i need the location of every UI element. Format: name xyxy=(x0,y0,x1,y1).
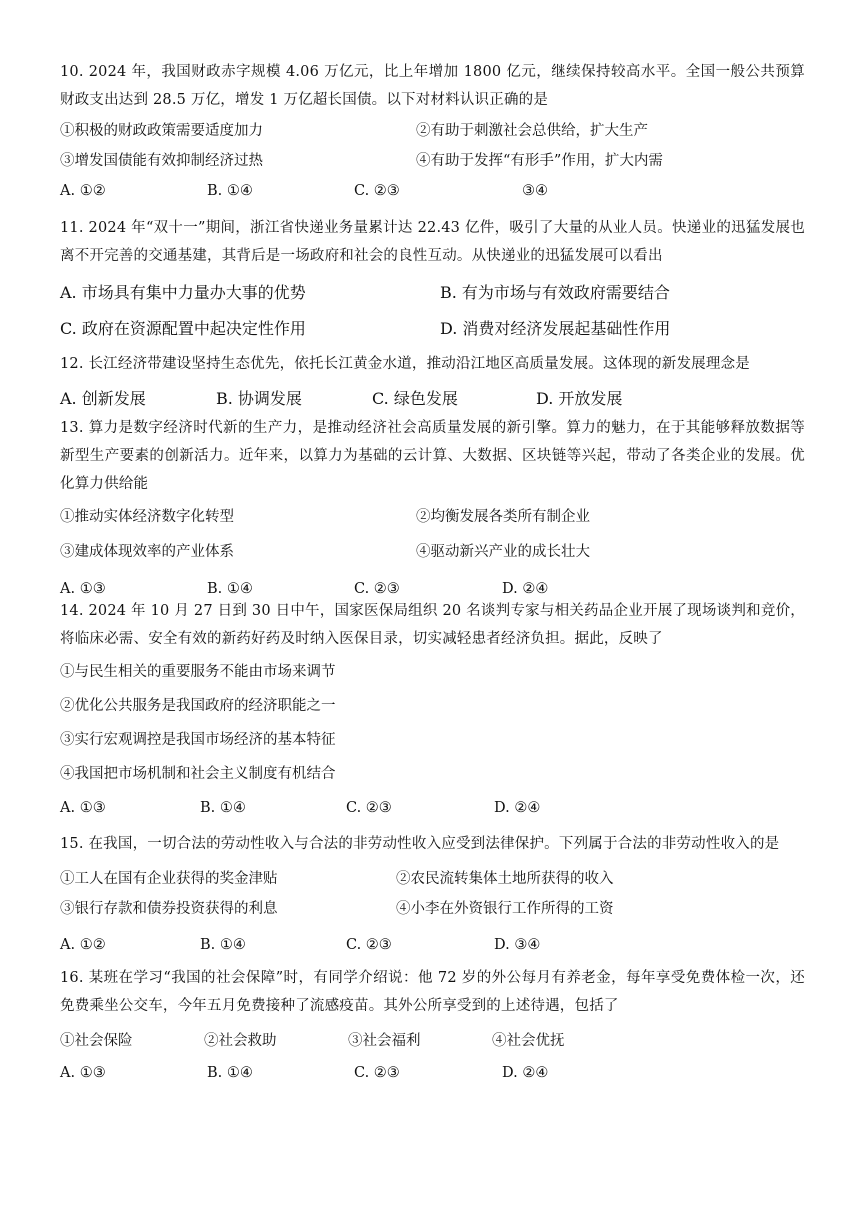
statement-row xyxy=(60,864,805,894)
option-d[interactable]: D. ③④ xyxy=(494,937,541,953)
statement: ②农民流转集体土地所获得的收入 xyxy=(396,871,614,887)
statement-row xyxy=(60,146,805,176)
option-a[interactable]: A. ①③ xyxy=(60,800,106,816)
statement: ②社会救助 xyxy=(204,1033,277,1049)
option-b[interactable]: B. ①④ xyxy=(200,800,246,816)
option-d[interactable]: D. 消费对经济发展起基础性作用 xyxy=(440,319,671,338)
statement: ③实行宏观调控是我国市场经济的基本特征 xyxy=(60,732,336,748)
statement: ②有助于刺激社会总供给，扩大生产 xyxy=(416,123,648,139)
question-13 xyxy=(60,414,805,604)
option-b[interactable]: B. ①④ xyxy=(207,581,253,597)
option-row xyxy=(60,793,805,823)
statement: ③增发国债能有效抑制经济过热 xyxy=(60,153,263,169)
question-stem: 14. 2024 年 10 月 27 日到 30 日中午，国家医保局组织 20 名谈判专家与相关药品企业开展了现场谈判和竞价，将临床必需、安全有效的新药好药及时纳入医保目录，切实减轻患者经济负担。据此，反映了 xyxy=(60,603,805,647)
statement: ③社会福利 xyxy=(348,1033,421,1049)
option-row xyxy=(60,930,805,960)
statement: ③银行存款和债券投资获得的利息 xyxy=(60,901,278,917)
option-d[interactable]: D. ②④ xyxy=(502,1065,549,1081)
option-a[interactable]: A. 市场具有集中力量办大事的优势 xyxy=(60,283,306,302)
statement: ④社会优抚 xyxy=(492,1033,565,1049)
statement-row xyxy=(60,894,805,924)
statement: ①工人在国有企业获得的奖金津贴 xyxy=(60,871,278,887)
question-stem: 11. 2024 年“双十一”期间，浙江省快递业务量累计达 22.43 亿件，吸引了大量的从业人员。快递业的迅猛发展也离不开完善的交通基建，其背后是一场政府和社会的良性互动。从快递业的迅猛发展可以看出 xyxy=(60,220,805,264)
option-a[interactable]: A. ①② xyxy=(60,937,106,953)
option-b[interactable]: B. 协调发展 xyxy=(216,389,302,408)
option-b[interactable]: B. ①④ xyxy=(207,1065,253,1081)
statement: ④小李在外资银行工作所得的工资 xyxy=(396,901,614,917)
statement: ①与民生相关的重要服务不能由市场来调节 xyxy=(60,664,336,680)
question-stem: 16. 某班在学习“我国的社会保障”时，有同学介绍说：他 72 岁的外公每月有养老金，每年享受免费体检一次，还免费乘坐公交车，今年五月免费接种了流感疫苗。其外公所享受到的上述待遇，包括了 xyxy=(60,970,805,1014)
option-row xyxy=(60,314,805,344)
option-row xyxy=(60,176,805,206)
option-d[interactable]: D. 开放发展 xyxy=(536,389,623,408)
question-stem: 10. 2024 年，我国财政赤字规模 4.06 万亿元，比上年增加 1800 亿元，继续保持较高水平。全国一般公共预算财政支出达到 28.5 万亿，增发 1 万亿超长国债。以下对材料认识正确的是 xyxy=(60,64,805,108)
option-a[interactable]: A. ①③ xyxy=(60,581,106,597)
statement-row xyxy=(60,537,805,567)
option-row xyxy=(60,1058,805,1088)
option-b[interactable]: B. ①④ xyxy=(200,937,246,953)
option-a[interactable]: A. ①③ xyxy=(60,1065,106,1081)
question-stem: 12. 长江经济带建设坚持生态优先，依托长江黄金水道，推动沿江地区高质量发展。这体现的新发展理念是 xyxy=(60,356,750,372)
question-stem: 15. 在我国，一切合法的劳动性收入与合法的非劳动性收入应受到法律保护。下列属于合法的非劳动性收入的是 xyxy=(60,836,780,852)
statement-row xyxy=(60,502,805,532)
option-c[interactable]: C. ②③ xyxy=(354,581,400,597)
statement: ①推动实体经济数字化转型 xyxy=(60,509,234,525)
option-c[interactable]: C. ②③ xyxy=(346,937,392,953)
statement: ④驱动新兴产业的成长壮大 xyxy=(416,544,590,560)
question-14 xyxy=(60,597,805,823)
option-c[interactable]: C. 绿色发展 xyxy=(372,389,458,408)
statement: ②优化公共服务是我国政府的经济职能之一 xyxy=(60,698,336,714)
question-15 xyxy=(60,830,805,960)
option-row xyxy=(60,278,805,308)
question-11 xyxy=(60,214,805,344)
option-c[interactable]: C. 政府在资源配置中起决定性作用 xyxy=(60,319,306,338)
option-c[interactable]: C. ②③ xyxy=(354,1065,400,1081)
statement: ②均衡发展各类所有制企业 xyxy=(416,509,590,525)
option-d[interactable]: D. ②④ xyxy=(502,581,549,597)
option-d[interactable]: D. ②④ xyxy=(494,800,541,816)
statement: ①社会保险 xyxy=(60,1033,133,1049)
statement: ①积极的财政政策需要适度加力 xyxy=(60,123,263,139)
question-16 xyxy=(60,964,805,1088)
statement: ③建成体现效率的产业体系 xyxy=(60,544,234,560)
option-b[interactable]: B. 有为市场与有效政府需要结合 xyxy=(440,283,670,302)
statement: ④我国把市场机制和社会主义制度有机结合 xyxy=(60,766,336,782)
option-a[interactable]: A. ①② xyxy=(60,183,106,199)
statement: ④有助于发挥“有形手”作用，扩大内需 xyxy=(416,153,663,169)
statement-row xyxy=(60,1026,805,1056)
option-a[interactable]: A. 创新发展 xyxy=(60,389,146,408)
option-c[interactable]: C. ②③ xyxy=(346,800,392,816)
option-row xyxy=(60,384,805,414)
option-b[interactable]: B. ①④ xyxy=(207,183,253,199)
statement-row xyxy=(60,116,805,146)
option-c[interactable]: C. ②③ xyxy=(354,183,400,199)
question-stem: 13. 算力是数字经济时代新的生产力，是推动经济社会高质量发展的新引擎。算力的魅力，在于其能够释放数据等新型生产要素的创新活力。近年来，以算力为基础的云计算、大数据、区块链等兴起，带动了各类企业的发展。优化算力供给能 xyxy=(60,420,805,492)
question-10 xyxy=(60,58,805,206)
question-12 xyxy=(60,350,805,414)
option-d[interactable]: ③④ xyxy=(522,183,548,199)
